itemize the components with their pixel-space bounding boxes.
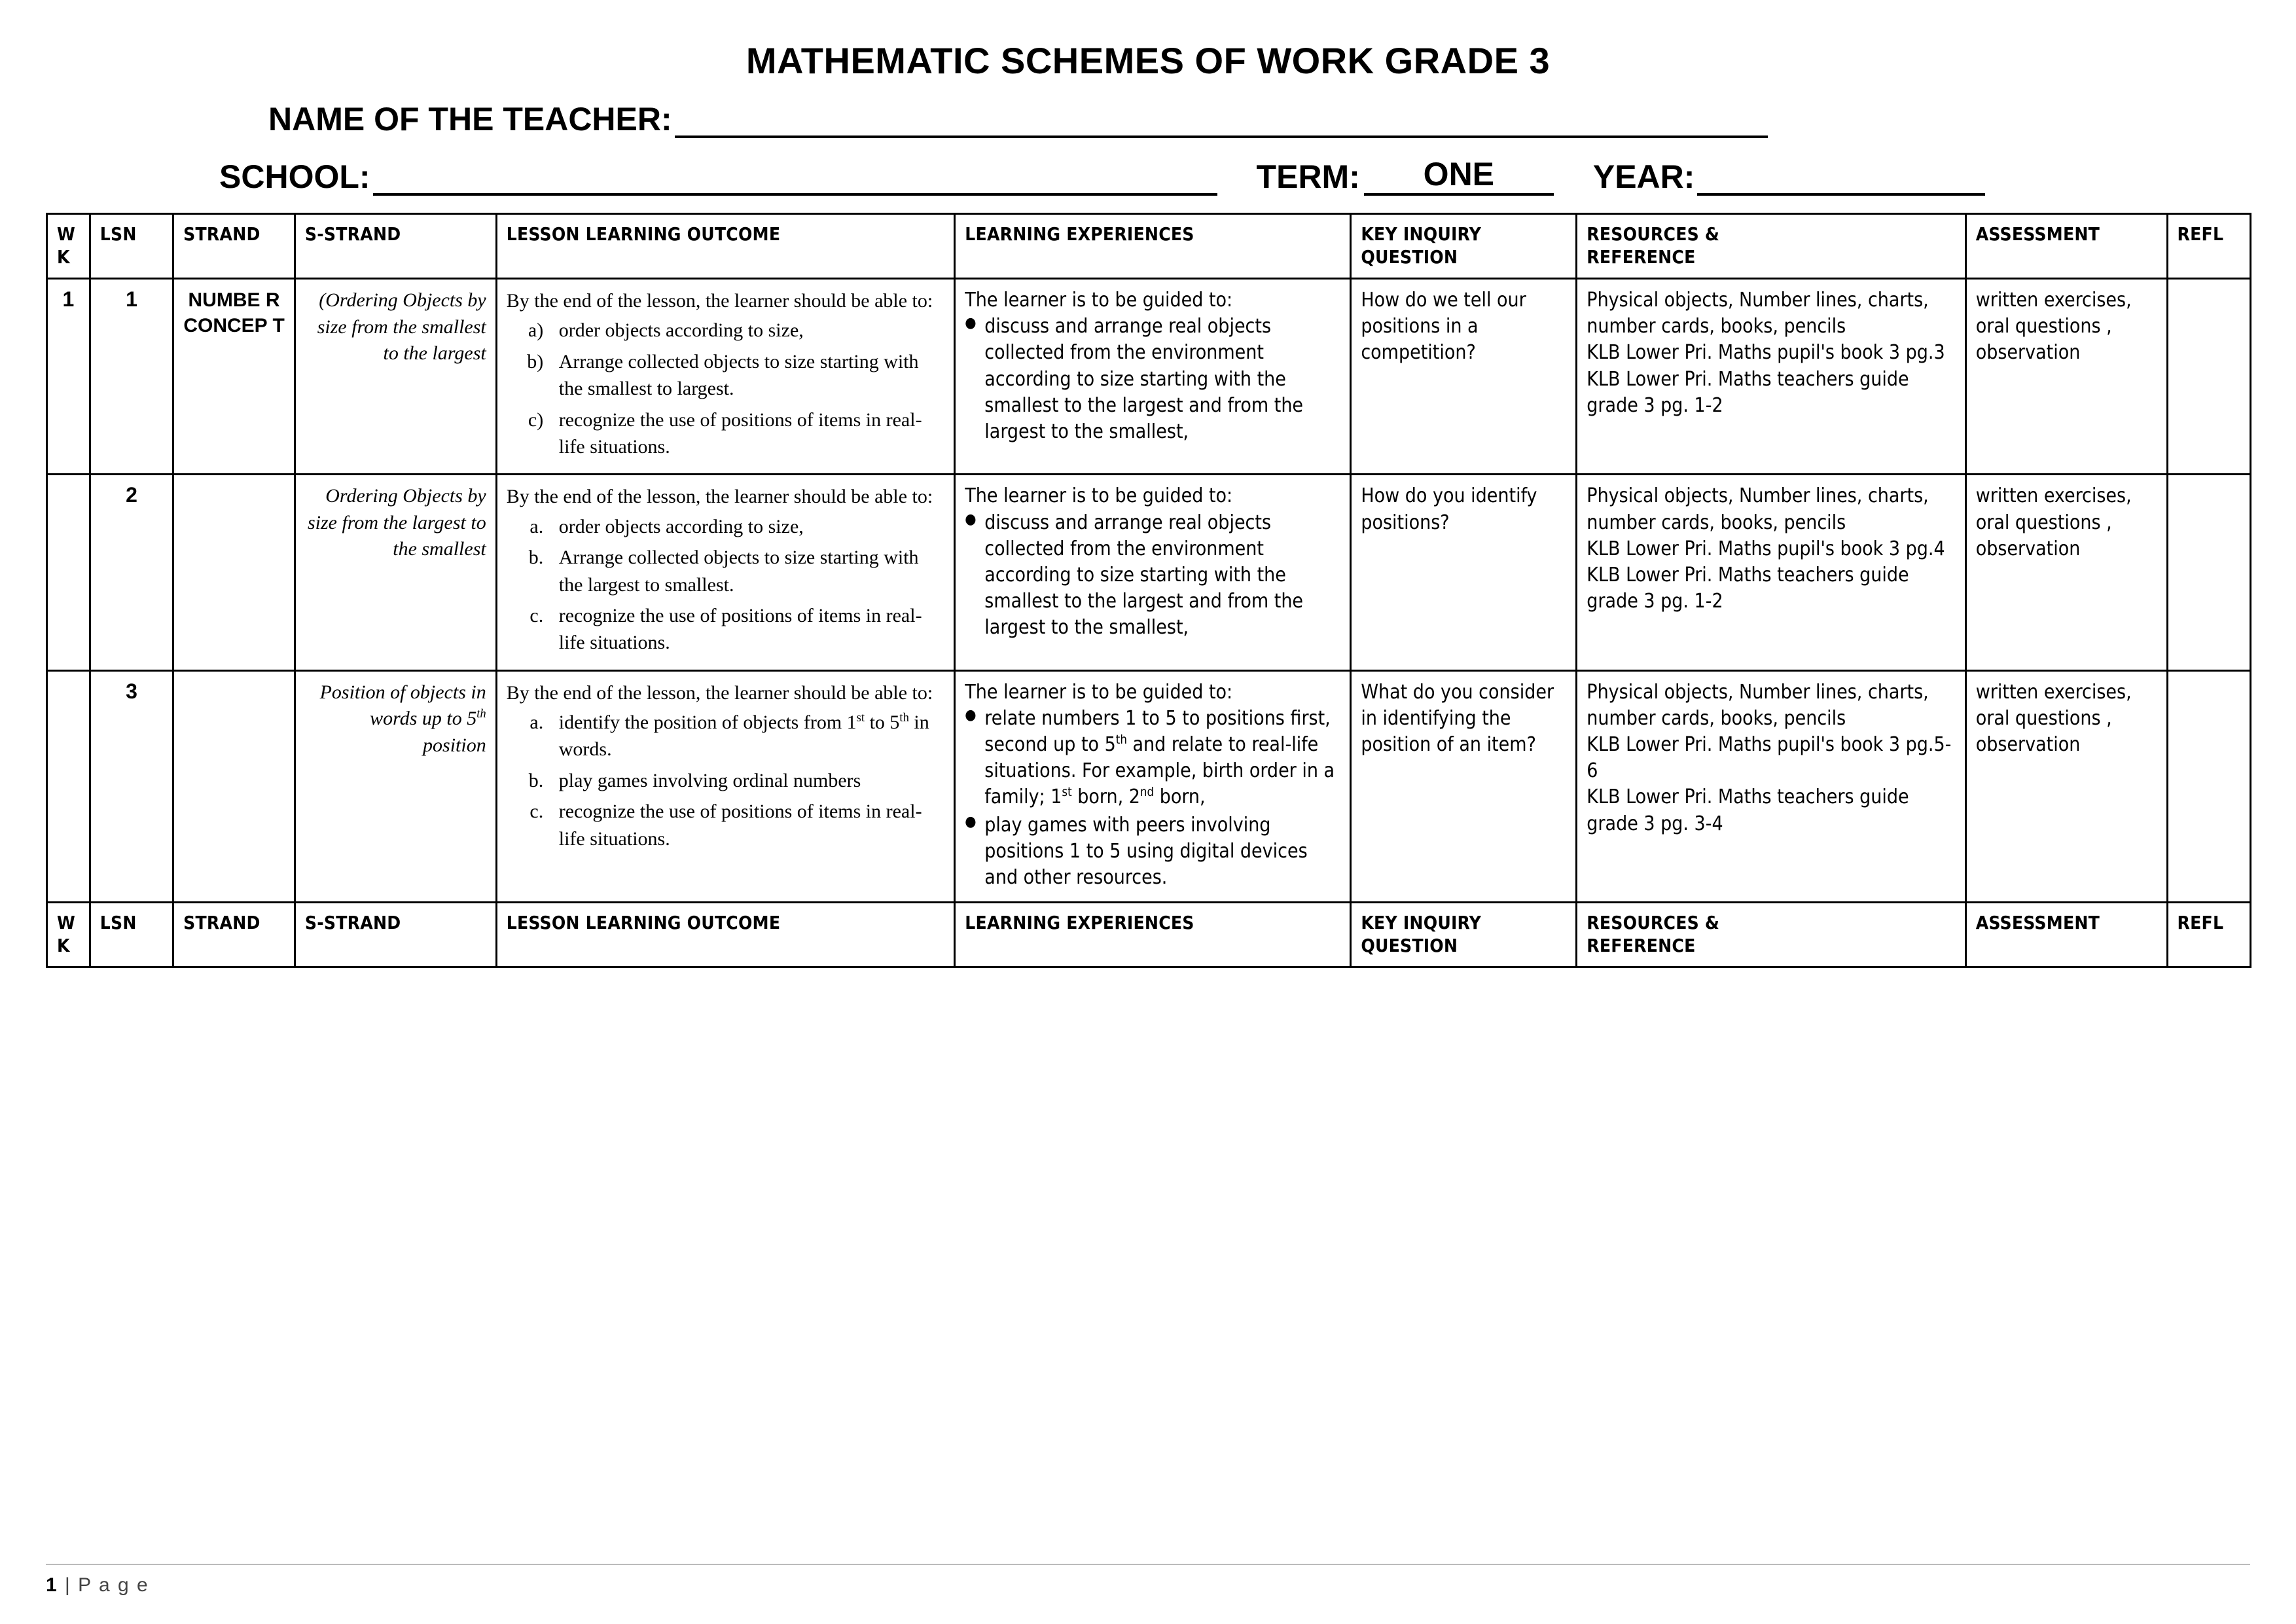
schemes-of-work-table bbox=[46, 213, 2251, 968]
outcome-list bbox=[507, 317, 945, 460]
cell-learning-outcome bbox=[496, 279, 955, 475]
cell-lsn: 3 bbox=[90, 670, 173, 903]
year-input-blank[interactable] bbox=[1697, 164, 1985, 196]
experiences-list bbox=[965, 706, 1340, 891]
cell-assessment: written exercises, oral questions , observation bbox=[1965, 670, 2167, 903]
cell-strand bbox=[173, 670, 295, 903]
footer-page-indicator bbox=[46, 1574, 2250, 1597]
experiences-intro: The learner is to be guided to: bbox=[965, 484, 1233, 508]
header-wk bbox=[47, 214, 90, 279]
resource-line: KLB Lower Pri. Maths pupil's book 3 pg.4 bbox=[1587, 537, 1945, 560]
outcome-item: a. identify the position of objects from 1st to 5th in words. bbox=[548, 709, 945, 763]
footer-header-lsn: LSN bbox=[90, 903, 173, 967]
year-label: YEAR: bbox=[1592, 158, 1695, 195]
cell-refl bbox=[2167, 670, 2250, 903]
cell-learning-experiences bbox=[955, 279, 1351, 475]
page-title: MATHEMATIC SCHEMES OF WORK GRADE 3 bbox=[745, 40, 1551, 81]
teacher-field-row bbox=[46, 100, 2250, 138]
resource-line: KLB Lower Pri. Maths teachers guide grade 3 pg. 1-2 bbox=[1587, 563, 1909, 613]
cell-wk bbox=[47, 475, 90, 670]
header-kiq-line1: KEY INQUIRY bbox=[1361, 223, 1482, 245]
experiences-list bbox=[965, 510, 1340, 641]
outcome-intro: By the end of the lesson, the learner should be able to: bbox=[506, 486, 933, 508]
header-lsn: LSN bbox=[90, 214, 173, 279]
outcome-item: a. order objects according to size, bbox=[548, 513, 945, 540]
cell-learning-experiences bbox=[955, 670, 1351, 903]
header-wk-line1: W bbox=[57, 223, 75, 245]
cell-wk bbox=[47, 670, 90, 903]
cell-resources bbox=[1577, 670, 1965, 903]
resource-line: Physical objects, Number lines, charts, number cards, books, pencils bbox=[1587, 484, 1929, 534]
cell-refl bbox=[2167, 279, 2250, 475]
footer-header-res-line1: RESOURCES & bbox=[1587, 912, 1720, 934]
outcome-item: a. order objects according to size, bbox=[548, 317, 945, 344]
outcome-item: b. Arrange collected objects to size starting with the largest to smallest. bbox=[548, 544, 945, 598]
footer-page-word: | P a g e bbox=[65, 1574, 149, 1596]
resource-line: KLB Lower Pri. Maths pupil's book 3 pg.3 bbox=[1587, 341, 1945, 365]
cell-refl bbox=[2167, 475, 2250, 670]
cell-learning-outcome bbox=[496, 475, 955, 670]
term-label: TERM: bbox=[1256, 158, 1360, 195]
cell-wk: 1 bbox=[47, 279, 90, 475]
cell-lsn: 2 bbox=[90, 475, 173, 670]
footer-header-learning-outcome: LESSON LEARNING OUTCOME bbox=[496, 903, 955, 967]
cell-learning-outcome bbox=[496, 670, 955, 903]
experiences-intro: The learner is to be guided to: bbox=[965, 680, 1233, 704]
footer-header-res-line2: REFERENCE bbox=[1587, 935, 1696, 957]
experiences-item: ● play games with peers involving positions 1 to 5 using digital devices and other resources. bbox=[965, 812, 1340, 892]
teacher-input-blank[interactable] bbox=[675, 107, 1768, 138]
footer-header-wk-line1: W bbox=[57, 912, 75, 934]
header-learning-experiences: LEARNING EXPERIENCES bbox=[955, 214, 1351, 279]
outcome-item: c. recognize the use of positions of items in real-life situations. bbox=[548, 798, 945, 852]
footer-header-assessment: ASSESSMENT bbox=[1965, 903, 2167, 967]
page-footer bbox=[46, 1564, 2250, 1597]
outcome-list bbox=[507, 513, 945, 657]
school-term-year-row bbox=[46, 155, 2250, 196]
outcome-item: b. play games involving ordinal numbers bbox=[548, 767, 945, 794]
outcome-item: c. recognize the use of positions of items in real-life situations. bbox=[548, 406, 945, 461]
outcome-intro: By the end of the lesson, the learner should be able to: bbox=[506, 290, 933, 312]
footer-divider bbox=[46, 1564, 2250, 1565]
header-assessment: ASSESSMENT bbox=[1965, 214, 2167, 279]
cell-sstrand: Position of objects in words up to 5th position bbox=[295, 670, 496, 903]
header-wk-line2: K bbox=[57, 246, 70, 268]
table-row bbox=[47, 475, 2251, 670]
header-key-inquiry-question bbox=[1351, 214, 1577, 279]
header-res-line1: RESOURCES & bbox=[1587, 223, 1720, 245]
header-refl: REFL bbox=[2167, 214, 2250, 279]
experiences-intro: The learner is to be guided to: bbox=[965, 289, 1233, 312]
footer-header-learning-experiences: LEARNING EXPERIENCES bbox=[955, 903, 1351, 967]
outcome-intro: By the end of the lesson, the learner should be able to: bbox=[506, 681, 933, 704]
footer-header-key-inquiry-question bbox=[1351, 903, 1577, 967]
resource-line: KLB Lower Pri. Maths pupil's book 3 pg.5-6 bbox=[1587, 733, 1952, 783]
outcome-item: c. recognize the use of positions of items in real-life situations. bbox=[548, 602, 945, 657]
cell-key-inquiry-question: How do we tell our positions in a competition? bbox=[1351, 279, 1577, 475]
header-sstrand: S-STRAND bbox=[295, 214, 496, 279]
footer-header-kiq-line1: KEY INQUIRY bbox=[1361, 912, 1482, 934]
header-learning-outcome: LESSON LEARNING OUTCOME bbox=[496, 214, 955, 279]
cell-lsn: 1 bbox=[90, 279, 173, 475]
outcome-item: b. Arrange collected objects to size starting with the smallest to largest. bbox=[548, 348, 945, 403]
cell-learning-experiences bbox=[955, 475, 1351, 670]
table-header-row bbox=[47, 214, 2251, 279]
cell-assessment: written exercises, oral questions , observation bbox=[1965, 279, 2167, 475]
experiences-list bbox=[965, 314, 1340, 445]
resource-line: Physical objects, Number lines, charts, number cards, books, pencils bbox=[1587, 289, 1929, 338]
header-strand: STRAND bbox=[173, 214, 295, 279]
cell-resources bbox=[1577, 475, 1965, 670]
footer-page-number: 1 bbox=[46, 1574, 58, 1596]
experiences-item: ● relate numbers 1 to 5 to positions first, second up to 5th and relate to real-life situations. For example, birth order in a family; 1st born, 2nd born, bbox=[965, 706, 1340, 811]
table-footer-header-row bbox=[47, 903, 2251, 967]
cell-strand: NUMBE R CONCEP T bbox=[173, 279, 295, 475]
experiences-item: ● discuss and arrange real objects collected from the environment according to size starting with the smallest to the largest and from the largest to the smallest, bbox=[965, 510, 1340, 641]
resource-line: KLB Lower Pri. Maths teachers guide grade 3 pg. 3-4 bbox=[1587, 785, 1909, 835]
header-res-line2: REFERENCE bbox=[1587, 246, 1696, 268]
cell-key-inquiry-question: What do you consider in identifying the position of an item? bbox=[1351, 670, 1577, 903]
footer-header-strand: STRAND bbox=[173, 903, 295, 967]
cell-key-inquiry-question: How do you identify positions? bbox=[1351, 475, 1577, 670]
footer-header-sstrand: S-STRAND bbox=[295, 903, 496, 967]
outcome-list bbox=[507, 709, 945, 852]
cell-sstrand: (Ordering Objects by size from the smallest to the largest bbox=[295, 279, 496, 475]
footer-header-wk-line2: K bbox=[57, 935, 70, 957]
footer-header-kiq-line2: QUESTION bbox=[1361, 935, 1458, 957]
school-label: SCHOOL: bbox=[219, 158, 370, 195]
cell-assessment: written exercises, oral questions , observation bbox=[1965, 475, 2167, 670]
table-row bbox=[47, 670, 2251, 903]
header-kiq-line2: QUESTION bbox=[1361, 246, 1458, 268]
cell-strand bbox=[173, 475, 295, 670]
experiences-item: ● discuss and arrange real objects collected from the environment according to size starting with the smallest to the largest and from the largest to the smallest, bbox=[965, 314, 1340, 445]
footer-header-refl: REFL bbox=[2167, 903, 2250, 967]
cell-resources bbox=[1577, 279, 1965, 475]
footer-header-resources bbox=[1577, 903, 1965, 967]
cell-sstrand: Ordering Objects by size from the largest to the smallest bbox=[295, 475, 496, 670]
header-resources bbox=[1577, 214, 1965, 279]
footer-header-wk bbox=[47, 903, 90, 967]
table-row bbox=[47, 279, 2251, 475]
teacher-label: NAME OF THE TEACHER: bbox=[268, 101, 672, 137]
resource-line: KLB Lower Pri. Maths teachers guide grade 3 pg. 1-2 bbox=[1587, 367, 1909, 417]
resource-line: Physical objects, Number lines, charts, number cards, books, pencils bbox=[1587, 680, 1929, 730]
school-input-blank[interactable] bbox=[373, 164, 1217, 196]
term-value[interactable]: ONE bbox=[1364, 155, 1554, 196]
